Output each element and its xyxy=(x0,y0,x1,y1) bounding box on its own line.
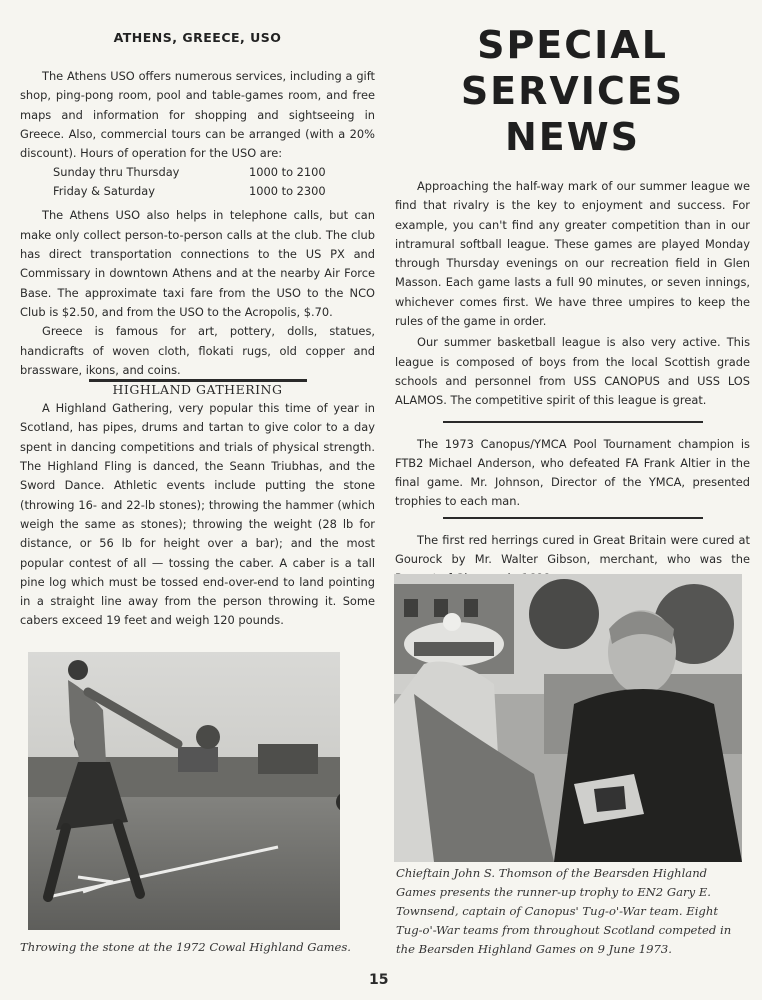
section-divider xyxy=(443,421,703,423)
trophy-presentation-illustration xyxy=(394,574,742,862)
section-divider xyxy=(443,517,703,519)
highland-heading: HIGHLAND GATHERING xyxy=(112,382,283,398)
hours-days: Sunday thru Thursday xyxy=(53,165,180,180)
athens-paragraph-2: The Athens USO also helps in telephone calls, but can make only collect person-to-person calls at the club. The club has direct transportation connections to the US PX and Commissary in downtown Athens and at the nearby Air Force Base. The approximate taxi fare from the USO to the NCO Club is $2.50, and from the USO to the Acropolis, $.70. xyxy=(20,208,375,319)
athens-paragraph-3: Greece is famous for art, pottery, dolls, statues, handicrafts of woven cloth, flokati rugs, old copper and brassware, ikons, and coins. xyxy=(20,324,375,377)
hours-days: Friday & Saturday xyxy=(53,184,155,199)
stone-throw-photo xyxy=(28,652,340,930)
hours-row xyxy=(20,182,375,201)
left-column xyxy=(20,0,375,631)
news-title: NEWS xyxy=(504,115,641,159)
stone-throw-illustration xyxy=(28,652,340,930)
uso-hours-table xyxy=(20,163,375,201)
basketball-paragraph: Our summer basketball league is also very active. This league is composed of boys from the local Scottish grade schools and personnel from USS CANOPUS and USS LOS ALAMOS. The competitive spirit of this league is great. xyxy=(395,335,750,408)
hours-time: 1000 to 2300 xyxy=(249,184,326,199)
hours-time: 1000 to 2100 xyxy=(249,165,326,180)
pool-tournament-paragraph: The 1973 Canopus/YMCA Pool Tournament champion is FTB2 Michael Anderson, who defeated FA Frank Altier in the final game. Mr. Johnson, Director of the YMCA, presented trophies to each man. xyxy=(395,436,750,509)
athens-heading: ATHENS, GREECE, USO xyxy=(113,30,282,45)
right-column xyxy=(395,0,750,629)
highland-paragraph: A Highland Gathering, very popular this time of year in Scotland, has pipes, drums and tartan to give color to a day spent in dancing competitions and trials of physical strength. The Highland Fling is danced, the Seann Triubhas, and the Sword Dance. Athletic events include putting the stone (throwing 16- and 22-lb stones); throwing the hammer (which weigh the same as stones); throwing the weight (28 lb for distance, or 56 lb for height over a bar); and the most popular contest of all — tossing the caber. A caber is a tall pine log which must be tossed end-over-end to land pointing in a straight line away from the person throwing it. Some cabers exceed 19 feet and weigh 120 pounds. xyxy=(20,401,375,628)
tug-of-war-photo xyxy=(394,574,742,862)
special-services-title: SPECIAL SERVICES xyxy=(460,23,685,113)
athens-paragraph-1: The Athens USO offers numerous services, including a gift shop, ping-pong room, pool and table-games room, and free maps and information for shopping and sightseeing in Greece. Also, commercial tours can be arranged (with a 20% discount). Hours of operation for the USO are: xyxy=(20,69,375,161)
page-number: 15 xyxy=(369,972,389,988)
red-herrings-paragraph: The first red herrings cured in Great Britain were cured at Gourock by Mr. Walter Gibson, merchant, who was the xyxy=(395,532,750,567)
hours-row xyxy=(20,163,375,182)
tug-of-war-caption: Chieftain John S. Thomson of the Bearsden Highland Games presents the runner-up trophy to EN2 Gary E. Townsend, captain of Canopus' Tug-o'-War team. Eight Tug-o'-War teams from throughout Scotland competed in the Bearsden Highland Games on 9 June 1973. xyxy=(396,866,732,956)
softball-paragraph: Approaching the half-way mark of our summer league we find that rivalry is the key to enjoyment and success. For example, you can't find any greater competition than in our intramural softball league. These games are played Monday through Thursday evenings on our recreation field in Glen Masson. Each game lasts a full 90 minutes, or seven innings, whichever comes first. We have three umpires to keep the rules of the game in order. xyxy=(395,179,750,329)
stone-throw-caption: Throwing the stone at the 1972 Cowal Highland Games. xyxy=(20,940,351,954)
